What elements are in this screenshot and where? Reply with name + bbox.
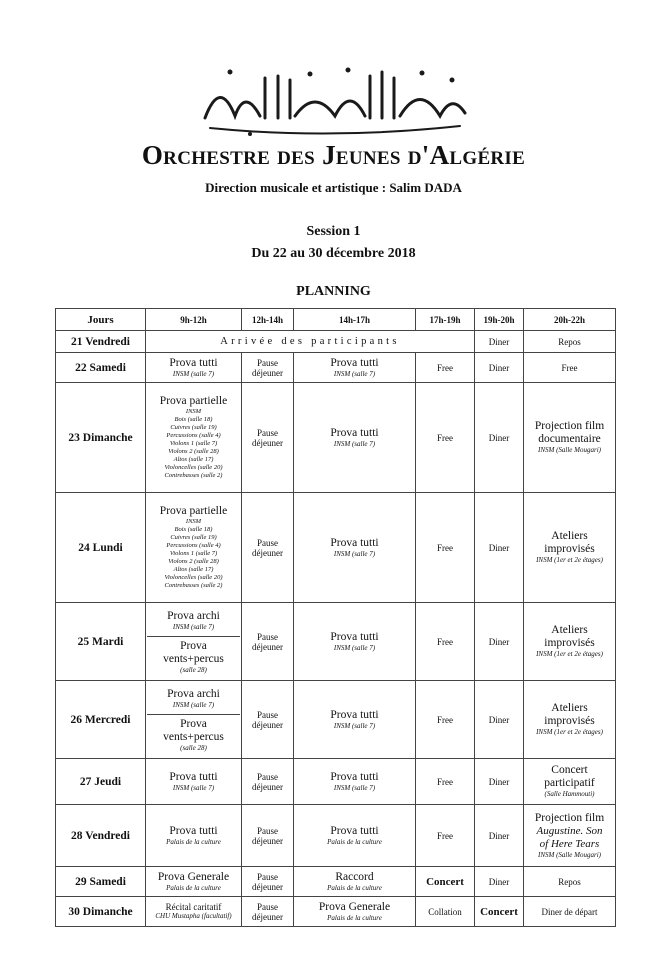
split-bottom	[147, 637, 240, 677]
afternoon-cell	[294, 867, 416, 897]
afternoon-cell	[294, 603, 416, 681]
table-row	[56, 867, 616, 897]
diner-cell: Diner	[475, 805, 524, 867]
free-cell: Free	[416, 805, 475, 867]
day-label: 22 Samedi	[56, 353, 146, 383]
day-label: 29 Samedi	[56, 867, 146, 897]
header-20-22: 20h-22h	[524, 309, 616, 331]
location-text: Palais de la culture	[327, 883, 382, 892]
dejeuner-text: déjeuner	[252, 547, 283, 558]
table-row	[56, 603, 616, 681]
location-text: Palais de la culture	[166, 883, 221, 892]
activity-text: Prova tutti	[330, 708, 379, 721]
free-cell: Free	[416, 681, 475, 759]
diner-cell: Diner	[475, 867, 524, 897]
header-9-12: 9h-12h	[146, 309, 242, 331]
afternoon-cell	[294, 493, 416, 603]
activity-text: Prova tutti	[169, 824, 218, 837]
session-dates: Du 22 au 30 décembre 2018	[251, 246, 416, 261]
evening-cell	[524, 383, 616, 493]
section-text: Altos (salle 17)	[173, 456, 214, 463]
location-text: INSM (salle 7)	[172, 700, 215, 709]
pause-text: Pause	[257, 427, 278, 438]
location-text: INSM (salle 7)	[333, 369, 376, 378]
section-text: Bois (salle 18)	[174, 416, 213, 423]
activity-text: Prova tutti	[169, 770, 218, 783]
dejeuner-text: déjeuner	[252, 911, 283, 922]
diner-cell: Diner	[475, 681, 524, 759]
diner-cell: Diner	[475, 331, 524, 353]
arrivee-cell: Arrivée des participants	[146, 331, 475, 353]
activity-text: Raccord	[335, 870, 374, 883]
location-text: INSM (1er et 2e étages)	[536, 728, 603, 736]
day-label: 25 Mardi	[56, 603, 146, 681]
pause-text: Pause	[257, 825, 278, 836]
activity-text: Ateliers	[551, 702, 588, 714]
session-title: Session 1	[306, 224, 361, 239]
concert-cell: Concert	[475, 897, 524, 927]
activity-text: Prova	[180, 639, 207, 652]
section-text: Cuivres (salle 19)	[170, 534, 217, 541]
split-bottom	[147, 715, 240, 755]
activity-text: Prova tutti	[330, 356, 379, 369]
afternoon-cell	[294, 897, 416, 927]
day-label: 24 Lundi	[56, 493, 146, 603]
split-top	[147, 685, 240, 715]
activity-text: Prova Generale	[318, 900, 391, 913]
header-14-17: 14h-17h	[294, 309, 416, 331]
free-cell: Free	[524, 353, 616, 383]
pause-cell	[242, 681, 294, 759]
organization-name: Orchestre des Jeunes d'Algérie	[141, 140, 526, 170]
section-text: Violoncelles (salle 20)	[164, 464, 223, 471]
activity-text: Prova tutti	[330, 824, 379, 837]
pause-cell	[242, 383, 294, 493]
afternoon-cell	[294, 805, 416, 867]
pause-text: Pause	[257, 871, 278, 882]
location-text: INSM	[185, 408, 202, 415]
location-text: INSM (salle 7)	[333, 549, 376, 558]
free-cell: Free	[416, 603, 475, 681]
evening-cell	[524, 681, 616, 759]
activity-text: improvisés	[544, 715, 595, 727]
activity-text: Prova archi	[167, 687, 220, 700]
pause-text: Pause	[257, 357, 278, 368]
afternoon-cell	[294, 759, 416, 805]
header-17-19: 17h-19h	[416, 309, 475, 331]
table-row	[56, 331, 616, 353]
concert-cell: Concert	[416, 867, 475, 897]
activity-text: Prova tutti	[330, 630, 379, 643]
pause-text: Pause	[257, 709, 278, 720]
location-text: (Salle Hammouti)	[544, 790, 595, 798]
pause-cell	[242, 867, 294, 897]
activity-text: Prova Generale	[157, 870, 230, 883]
location-text: CHU Mustapha (facultatif)	[155, 912, 232, 920]
activity-text: Ateliers	[551, 624, 588, 636]
pause-cell	[242, 353, 294, 383]
activity-text: Prova tutti	[330, 536, 379, 549]
day-label: 30 Dimanche	[56, 897, 146, 927]
free-cell: Free	[416, 383, 475, 493]
location-text: INSM (Salle Mougari)	[538, 850, 601, 859]
morning-cell	[146, 603, 242, 681]
diner-cell: Diner	[475, 493, 524, 603]
location-text: INSM (salle 7)	[172, 783, 215, 792]
section-text: Violons 2 (salle 28)	[168, 558, 219, 565]
afternoon-cell	[294, 353, 416, 383]
evening-cell	[524, 805, 616, 867]
free-cell: Free	[416, 353, 475, 383]
day-label: 26 Mercredi	[56, 681, 146, 759]
dejeuner-text: déjeuner	[252, 367, 283, 378]
pause-cell	[242, 603, 294, 681]
location-text: INSM (salle 7)	[333, 721, 376, 730]
diner-cell: Diner	[475, 353, 524, 383]
arabic-calligraphy-logo	[190, 58, 480, 142]
pause-text: Pause	[257, 901, 278, 912]
location-text: INSM	[185, 518, 202, 525]
diner-depart-cell: Diner de départ	[524, 897, 616, 927]
diner-cell: Diner	[475, 759, 524, 805]
evening-cell	[524, 759, 616, 805]
morning-cell	[146, 493, 242, 603]
activity-text: documentaire	[538, 433, 601, 445]
day-label: 27 Jeudi	[56, 759, 146, 805]
location-text: INSM (salle 7)	[172, 622, 215, 631]
pause-cell	[242, 897, 294, 927]
dejeuner-text: déjeuner	[252, 781, 283, 792]
section-text: Violons 2 (salle 28)	[168, 448, 219, 455]
repos-cell: Repos	[524, 867, 616, 897]
table-row	[56, 681, 616, 759]
section-text: Percussions (salle 4)	[166, 542, 221, 549]
day-label: 23 Dimanche	[56, 383, 146, 493]
activity-text: improvisés	[544, 543, 595, 555]
evening-cell	[524, 493, 616, 603]
film-title: Augustine. Son	[536, 824, 603, 837]
pause-text: Pause	[257, 771, 278, 782]
pause-text: Pause	[257, 631, 278, 642]
collation-cell: Collation	[416, 897, 475, 927]
section-text: Contrebasses (salle 2)	[164, 472, 223, 479]
morning-cell	[146, 805, 242, 867]
section-text: Bois (salle 18)	[174, 526, 213, 533]
location-text: Palais de la culture	[166, 837, 221, 846]
activity-text: Prova tutti	[330, 770, 379, 783]
split-top	[147, 607, 240, 637]
location-text: INSM (salle 7)	[333, 643, 376, 652]
activity-text: Ateliers	[551, 530, 588, 542]
day-label: 21 Vendredi	[56, 331, 146, 353]
location-text: (salle 28)	[180, 665, 207, 674]
location-text: INSM (salle 7)	[172, 369, 215, 378]
dejeuner-text: déjeuner	[252, 719, 283, 730]
header-19-20: 19h-20h	[475, 309, 524, 331]
activity-text: Concert	[551, 764, 588, 776]
planning-table	[55, 308, 616, 927]
pause-cell	[242, 805, 294, 867]
location-text: INSM (1er et 2e étages)	[536, 650, 603, 658]
diner-cell: Diner	[475, 603, 524, 681]
film-title: of Here Tears	[539, 837, 600, 850]
afternoon-cell	[294, 383, 416, 493]
activity-text: Projection film	[534, 420, 605, 432]
activity-text: Prova partielle	[159, 395, 228, 407]
morning-cell	[146, 759, 242, 805]
dejeuner-text: déjeuner	[252, 437, 283, 448]
morning-cell	[146, 681, 242, 759]
repos-cell: Repos	[524, 331, 616, 353]
free-cell: Free	[416, 493, 475, 603]
table-row	[56, 493, 616, 603]
pause-cell	[242, 493, 294, 603]
morning-cell	[146, 353, 242, 383]
section-text: Contrebasses (salle 2)	[164, 582, 223, 589]
table-row	[56, 353, 616, 383]
section-text: Violons 1 (salle 7)	[169, 550, 218, 557]
activity-text: improvisés	[544, 637, 595, 649]
section-text: Violons 1 (salle 7)	[169, 440, 218, 447]
activity-text: vents+percus	[163, 652, 224, 665]
afternoon-cell	[294, 681, 416, 759]
activity-text: participatif	[544, 777, 595, 789]
activity-text: Récital caritatif	[165, 902, 222, 912]
table-row	[56, 383, 616, 493]
free-cell: Free	[416, 759, 475, 805]
section-text: Cuivres (salle 19)	[170, 424, 217, 431]
table-row	[56, 759, 616, 805]
section-text: Violoncelles (salle 20)	[164, 574, 223, 581]
activity-text: Projection film	[534, 811, 605, 824]
morning-cell	[146, 897, 242, 927]
location-text: Palais de la culture	[327, 837, 382, 846]
table-row	[56, 897, 616, 927]
direction-line: Direction musicale et artistique : Salim DADA	[205, 180, 462, 195]
location-text: INSM (Salle Mougari)	[538, 446, 601, 454]
morning-cell	[146, 867, 242, 897]
location-text: INSM (1er et 2e étages)	[536, 556, 603, 564]
evening-cell	[524, 603, 616, 681]
activity-text: Prova partielle	[159, 505, 228, 517]
morning-cell	[146, 383, 242, 493]
day-label: 28 Vendredi	[56, 805, 146, 867]
section-text: Percussions (salle 4)	[166, 432, 221, 439]
dejeuner-text: déjeuner	[252, 835, 283, 846]
table-header-row	[56, 309, 616, 331]
location-text: INSM (salle 7)	[333, 439, 376, 448]
pause-cell	[242, 759, 294, 805]
activity-text: vents+percus	[163, 730, 224, 743]
activity-text: Prova archi	[167, 609, 220, 622]
dejeuner-text: déjeuner	[252, 881, 283, 892]
activity-text: Prova	[180, 717, 207, 730]
header-jours: Jours	[56, 309, 146, 331]
location-text: (salle 28)	[180, 743, 207, 752]
header-12-14: 12h-14h	[242, 309, 294, 331]
activity-text: Prova tutti	[169, 356, 218, 369]
diner-cell: Diner	[475, 383, 524, 493]
pause-text: Pause	[257, 537, 278, 548]
location-text: Palais de la culture	[327, 913, 382, 922]
dejeuner-text: déjeuner	[252, 641, 283, 652]
section-text: Altos (salle 17)	[173, 566, 214, 573]
location-text: INSM (salle 7)	[333, 783, 376, 792]
activity-text: Prova tutti	[330, 426, 379, 439]
planning-title: PLANNING	[296, 284, 371, 299]
table-row	[56, 805, 616, 867]
